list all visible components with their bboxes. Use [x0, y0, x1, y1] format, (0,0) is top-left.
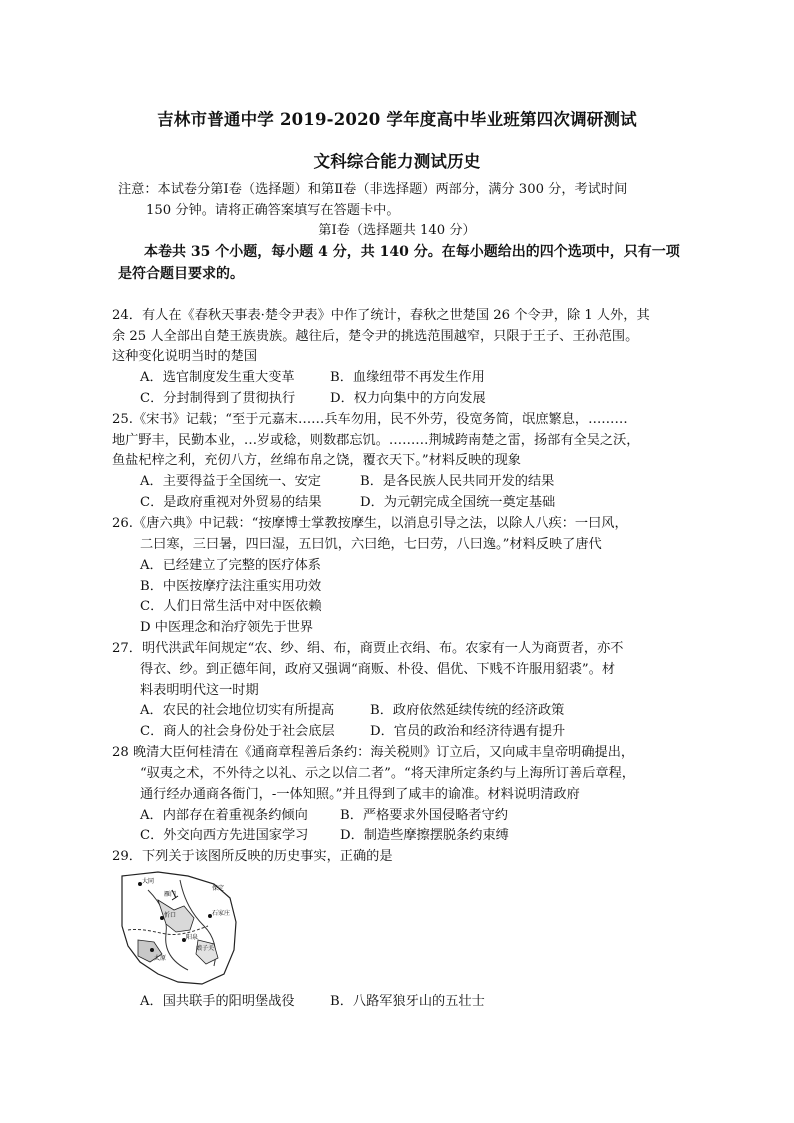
- q25-option-c[interactable]: C．是政府重视对外贸易的结果: [140, 495, 322, 510]
- q28-option-d[interactable]: D．制造些摩擦摆脱条约束缚: [340, 828, 509, 843]
- map-label-baoding: 保定: [212, 885, 225, 892]
- q25-line-2: 地广野丰，民勤本业，…岁或稔，则数郡忘饥。………荆城跨南楚之雷，扬部有全吴之沃，: [112, 433, 640, 448]
- q28-option-b[interactable]: B．严格要求外国侵略者守约: [340, 808, 508, 823]
- instruction-line-2: 是符合题目要求的。: [118, 266, 244, 282]
- q28-line-3: 通行经办通商各衙门，-一体知照。”并且得到了咸丰的谕准。材料说明清政府: [140, 787, 580, 802]
- q28-line-1: 28 晚清大臣何桂清在《通商章程善后条约：海关税则》订立后，又向咸丰皇帝明确提出，: [112, 745, 635, 760]
- historical-map: [118, 870, 242, 988]
- q26-option-d[interactable]: D 中医理念和治疗领先于世界: [140, 620, 314, 635]
- map-label-shijiazhuang: 石家庄: [212, 910, 231, 917]
- section-heading: 第Ⅰ卷（选择题共 140 分）: [318, 223, 476, 238]
- q24-option-c[interactable]: C．分封制得到了贯彻执行: [140, 391, 296, 406]
- map-label-xinkou: 忻口: [164, 912, 177, 919]
- q27-line-1: 27．明代洪武年间规定“农、纱、绢、布，商贾止衣绢、布。农家有一人为商贾者，亦不: [112, 641, 624, 656]
- q25-option-b[interactable]: B．是各民族人民共同开发的结果: [360, 474, 555, 489]
- q26-line-2: 二曰寒，三曰暑，四曰湿，五曰饥，六曰绝，七曰劳，八曰逸。”材料反映了唐代: [140, 537, 602, 552]
- q27-option-c[interactable]: C．商人的社会身份处于社会底层: [140, 724, 335, 739]
- q26-option-b[interactable]: B．中医按摩疗法注重实用功效: [140, 579, 322, 594]
- page-title: 吉林市普通中学 2019-2020 学年度高中毕业班第四次调研测试: [157, 110, 637, 129]
- q24-option-b[interactable]: B．血缘纽带不再发生作用: [330, 370, 485, 385]
- q27-option-a[interactable]: A．农民的社会地位切实有所提高: [140, 703, 335, 718]
- notice-line-1: 注意：本试卷分第Ⅰ卷（选择题）和第Ⅱ卷（非选择题）两部分，满分 300 分，考试时间: [118, 182, 628, 197]
- q28-line-2: “驭夷之术，不外待之以礼、示之以信二者”。“将天津所定条约与上海所订善后章程，: [140, 766, 635, 781]
- map-label-niangziguan: 娘子关: [196, 945, 215, 952]
- q24-line-2: 余 25 人全部出自楚王族贵族。越往后，楚令尹的挑选范围越窄，只限于王子、王孙范围。: [112, 329, 639, 344]
- q26-option-a[interactable]: A．已经建立了完整的医疗体系: [140, 558, 321, 573]
- q25-option-d[interactable]: D．为元朝完成全国统一奠定基础: [360, 495, 556, 510]
- instruction-line-1: 本卷共 35 个小题，每小题 4 分，共 140 分。在每小题给出的四个选项中，只有一项: [144, 244, 680, 260]
- map-label-yanmen: 雁门: [164, 891, 177, 898]
- q27-line-2: 得衣、纱。到正德年间，政府又强调“商贩、朴役、倡优、下贱不许服用貂裘”。材: [140, 662, 616, 677]
- q29-line-1: 29．下列关于该图所反映的历史事实，正确的是: [112, 849, 393, 864]
- q24-line-3: 这种变化说明当时的楚国: [112, 349, 258, 364]
- q25-line-1: 25.《宋书》记载；“至于元嘉末……兵车勿用，民不外劳，役宽务简，氓庶繁息，………: [112, 412, 628, 427]
- q27-option-d[interactable]: D．官员的政治和经济待遇有提升: [370, 724, 566, 739]
- map-label-datong: 大同: [142, 878, 155, 885]
- q29-option-b[interactable]: B．八路军狼牙山的五壮士: [330, 994, 485, 1009]
- q27-option-b[interactable]: B．政府依然延续传统的经济政策: [370, 703, 565, 718]
- q24-option-a[interactable]: A．选官制度发生重大变革: [140, 370, 295, 385]
- q25-line-3: 鱼盐杞梓之利，充仞八方，丝绵布帛之饶，覆衣天下。”材料反映的现象: [112, 453, 521, 468]
- map-label-taiyuan: 太原: [154, 955, 167, 962]
- notice-line-2: 150 分钟。请将正确答案填写在答题卡中。: [146, 203, 400, 218]
- q26-option-c[interactable]: C．人们日常生活中对中医依赖: [140, 599, 322, 614]
- q26-line-1: 26.《唐六典》中记载：“按摩博士掌教按摩生，以消息引导之法，以除人八疾：一曰风，: [112, 516, 628, 531]
- q27-line-3: 料表明明代这一时期: [140, 683, 259, 698]
- q28-option-a[interactable]: A．内部存在着重视条约倾向: [140, 808, 308, 823]
- q24-line-1: 24．有人在《春秋天事表·楚令尹表》中作了统计，春秋之世楚国 26 个令尹，除 1 人外，其: [112, 308, 650, 323]
- q25-option-a[interactable]: A．主要得益于全国统一、安定: [140, 474, 321, 489]
- q29-option-a[interactable]: A．国共联手的阳明堡战役: [140, 994, 295, 1009]
- q24-option-d[interactable]: D．权力向集中的方向发展: [330, 391, 486, 406]
- map-label-yangquan: 阳泉: [186, 934, 199, 941]
- page-subtitle: 文科综合能力测试历史: [313, 152, 481, 171]
- q28-option-c[interactable]: C．外交向西方先进国家学习: [140, 828, 309, 843]
